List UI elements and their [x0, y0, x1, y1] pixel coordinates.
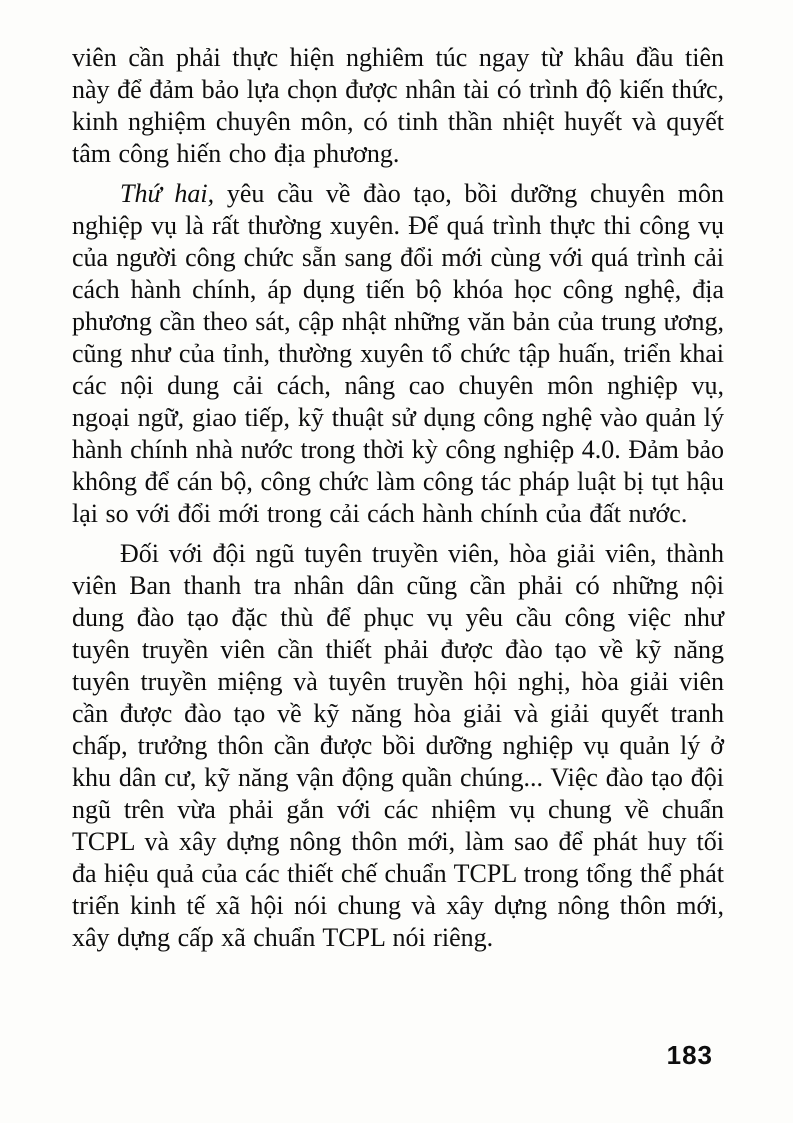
paragraph-text: Đối với đội ngũ tuyên truyền viên, hòa giải viên, thành viên Ban thanh tra nhân dân cũng cần phải có những nội dung đào tạo đặc thù để phục vụ yêu cầu công việc như tuyên truyền viên cần thiết phải được đào tạo về kỹ năng tuyên truyền miệng và tuyên truyền hội nghị, hòa giải viên cần được đào tạo về kỹ năng hòa giải và giải quyết tranh chấp, trưởng thôn cần được bồi dưỡng nghiệp vụ quản lý ở khu dân cư, kỹ năng vận động quần chúng... Việc đào tạo đội ngũ trên vừa phải gắn với các nhiệm vụ chung về chuẩn TCPL và xây dựng nông thôn mới, làm sao để phát huy tối đa hiệu quả của các thiết chế chuẩn TCPL trong tổng thể phát triển kinh tế xã hội nói chung và xây dựng nông thôn mới, xây dựng cấp xã chuẩn TCPL nói riêng.: [72, 539, 724, 952]
paragraph: [72, 538, 724, 954]
paragraph-lead: Thứ hai,: [120, 179, 215, 208]
paragraph-text: viên cần phải thực hiện nghiêm túc ngay từ khâu đầu tiên này để đảm bảo lựa chọn được nhân tài có trình độ kiến thức, kinh nghiệm chuyên môn, có tinh thần nhiệt huyết và quyết tâm công hiến cho địa phương.: [72, 43, 724, 168]
paragraph-text: yêu cầu về đào tạo, bồi dưỡng chuyên môn nghiệp vụ là rất thường xuyên. Để quá trình thực thi công vụ của người công chức sẵn sang đổi mới cùng với quá trình cải cách hành chính, áp dụng tiến bộ khóa học công nghệ, địa phương cần theo sát, cập nhật những văn bản của trung ương, cũng như của tỉnh, thường xuyên tổ chức tập huấn, triển khai các nội dung cải cách, nâng cao chuyên môn nghiệp vụ, ngoại ngữ, giao tiếp, kỹ thuật sử dụng công nghệ vào quản lý hành chính nhà nước trong thời kỳ công nghiệp 4.0. Đảm bảo không để cán bộ, công chức làm công tác pháp luật bị tụt hậu lại so với đổi mới trong cải cách hành chính của đất nước.: [72, 179, 724, 528]
paragraph: [72, 42, 724, 170]
page-number: 183: [666, 1040, 713, 1070]
body-text: [72, 42, 724, 962]
paragraph: [72, 178, 724, 530]
